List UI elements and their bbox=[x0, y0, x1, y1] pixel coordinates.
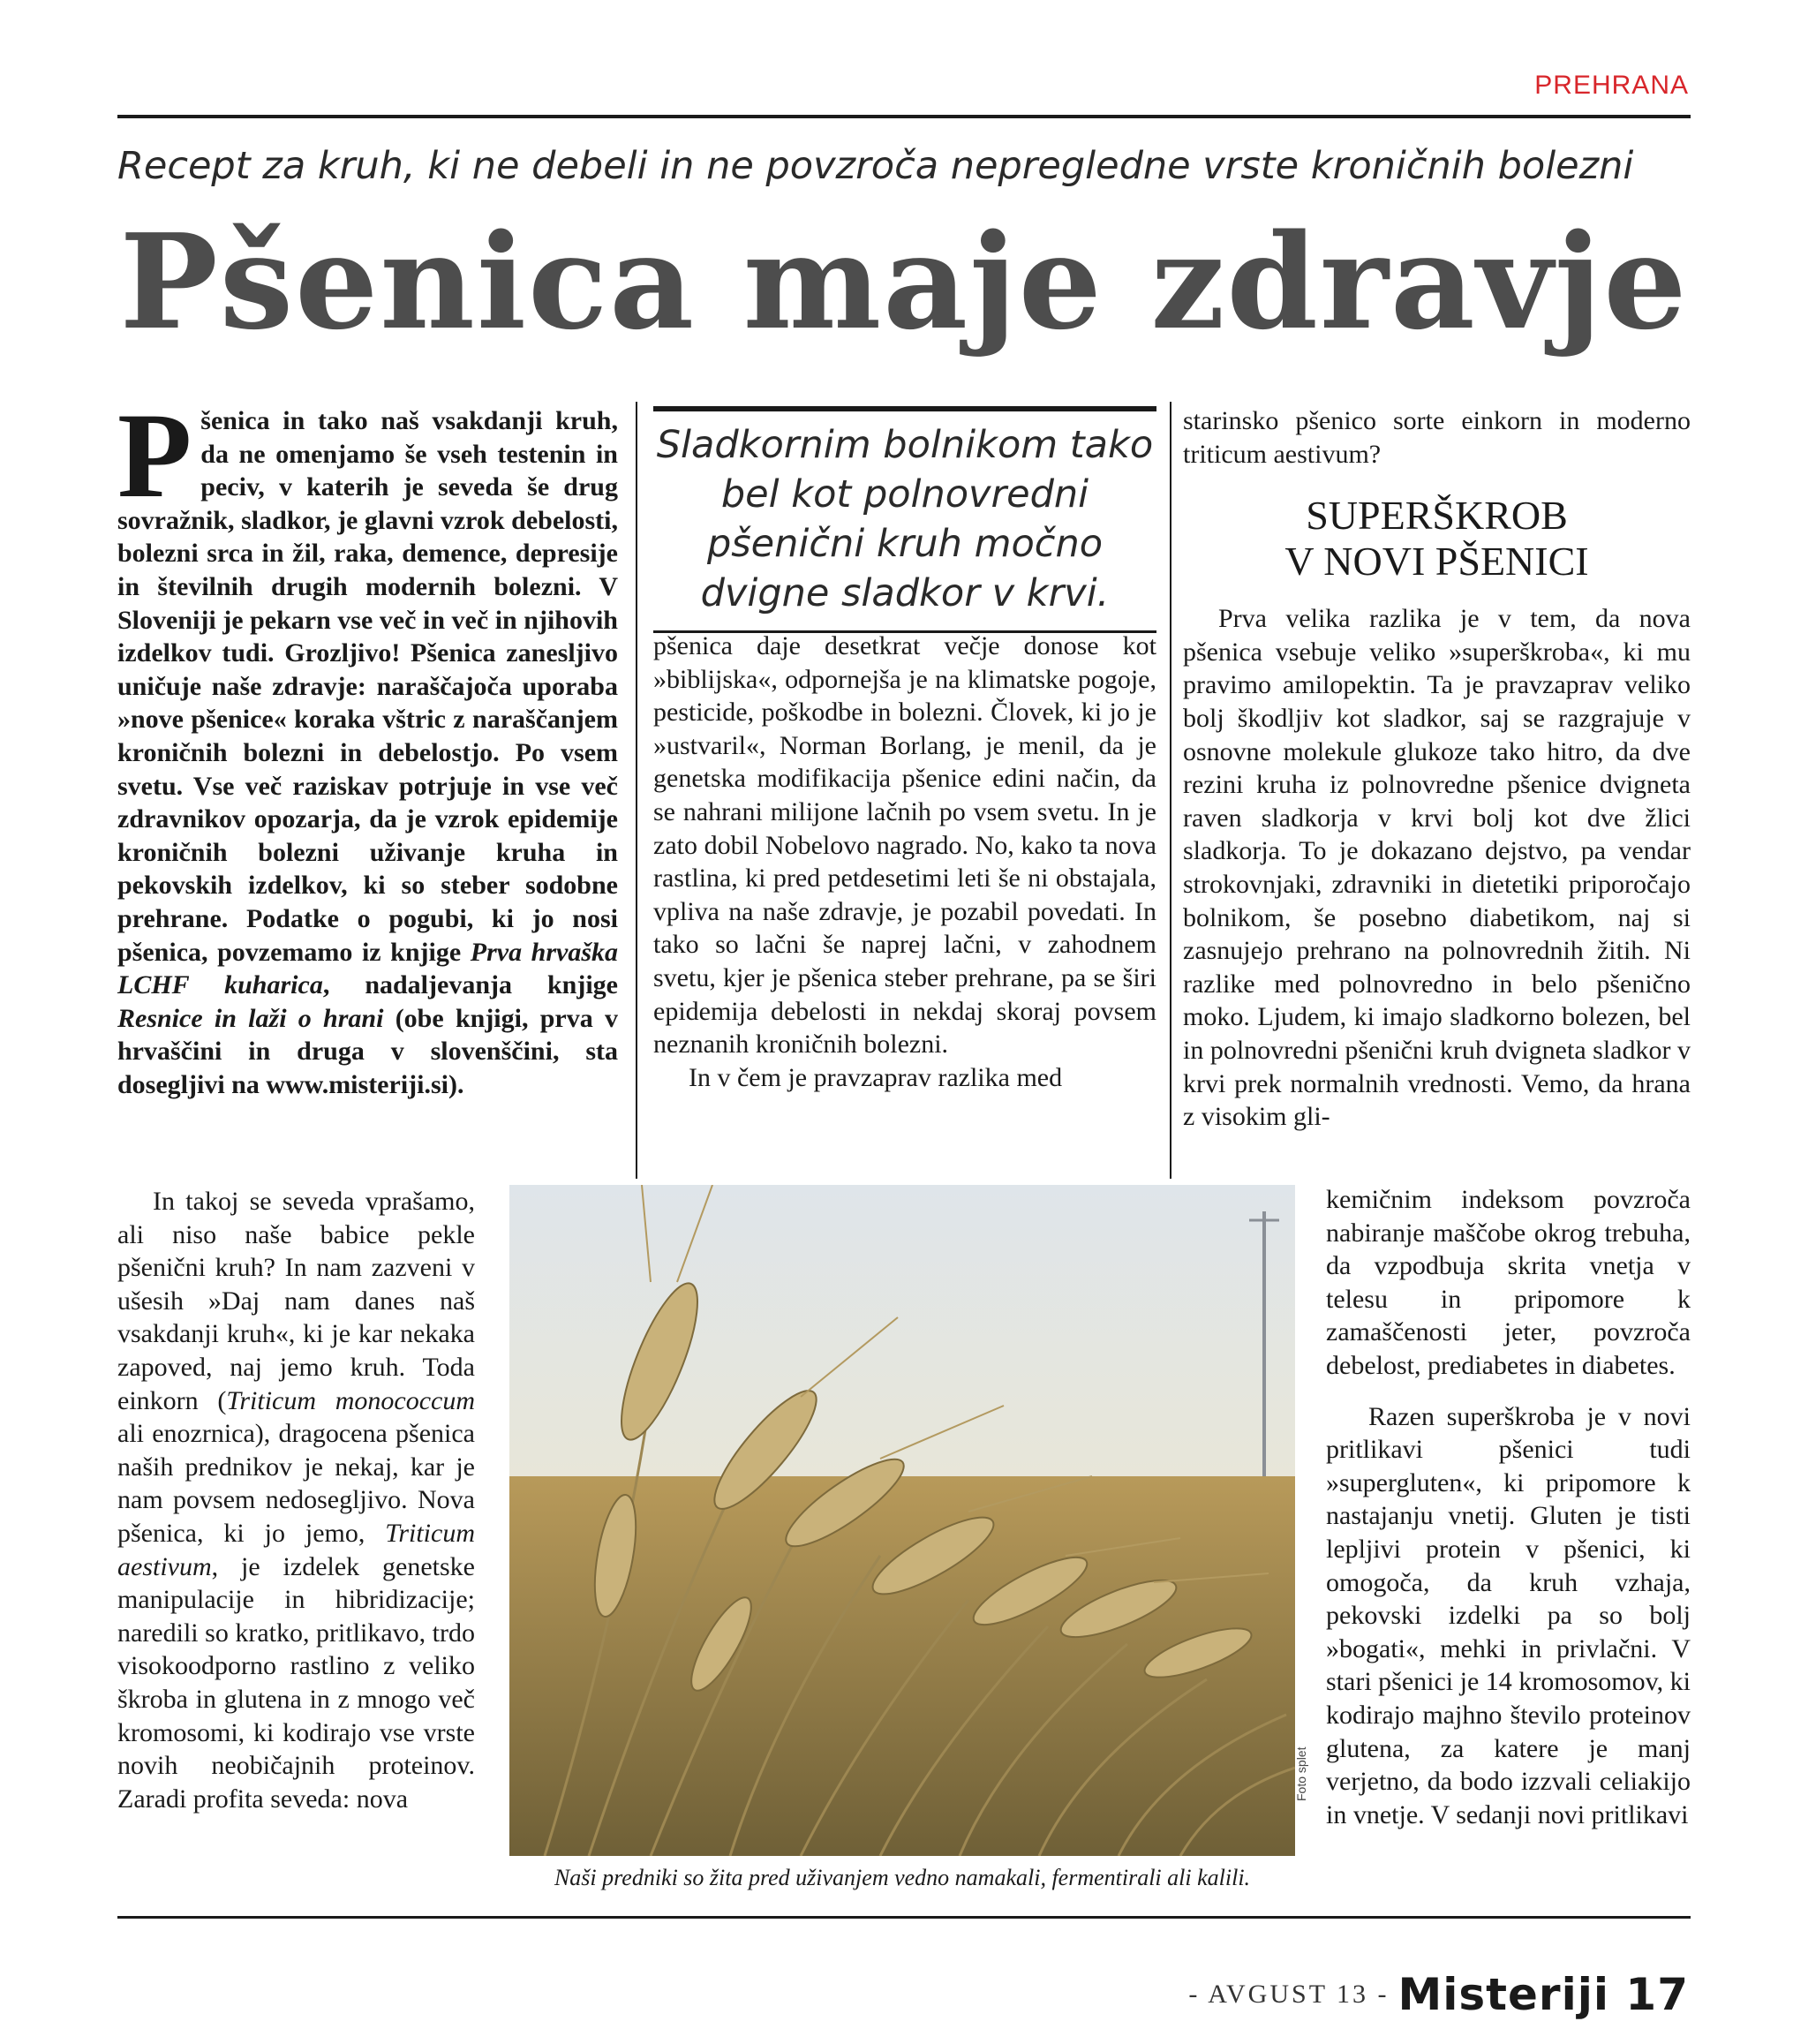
lead-paragraph bbox=[117, 388, 619, 1101]
paragraph: In takoj se seveda vprašamo, ali niso naše babice pekle pšenični kruh? In nam zazveni v ušesih »Daj nam danes naš vsakdanji kruh«, ki je kar nekaka zapoved, naj jemo kruh. Toda einkorn (Triticum monococcum ali enozrnica), dragocena pšenica naših prednikov je nekaj, kar je nam povsem nedosegljivo. Nova pšenica, ki jo jemo, Triticum aestivum, je izdelek genetske manipulacije in hibridizacije; naredili so kratko, pritlikavo, trdo visokoodporno rastlino z veliko škroba in glutena in z mnogo več kromosomi, ki kodirajo vse vrste novih neobičajnih proteinov. Zaradi profita seveda: nova bbox=[117, 1187, 475, 1814]
bottom-rule bbox=[117, 1916, 1691, 1919]
wheat-field-image bbox=[509, 1185, 1295, 1856]
book-title-2: Resnice in laži o hrani bbox=[117, 1003, 384, 1033]
photo-caption: Naši predniki so žita pred uživanjem vedno namakali, fermentirali ali kalili. bbox=[554, 1865, 1251, 1890]
paragraph: pšenica daje desetkrat večje donose kot »biblijska«, odpornejša je na klimatske pogoje, pesticide, poškodbe in bolezni. Človek, ki jo je »ustvaril«, Norman Borlang, je menil, da je genetska modifikacija pšenice edini način, da se nahrani milijone lačnih po vsem svetu. In je zato dobil Nobelovo nagrado. No, kako ta nova rastlina, ki pred petdesetimi leti še ni obstajala, vpliva na naše zdravje, je pozabil povedati. In tako so lačni še naprej lačni, v zahodnem svetu, kjer je pšenica steber prehrane, pa se širi epidemija debelosti in nekdaj skoraj povsem neznanih kroničnih bolezni. bbox=[653, 631, 1156, 1060]
kicker: Recept za kruh, ki ne debeli in ne povzroča nepregledne vrste kroničnih bolezni bbox=[117, 144, 1634, 188]
paragraph: In v čem je pravzaprav razlika med bbox=[689, 1062, 1063, 1092]
column-2-body bbox=[653, 630, 1156, 1094]
drop-cap: P bbox=[117, 388, 192, 523]
headline: Pšenica maje zdravje bbox=[119, 205, 1689, 358]
column-3-body bbox=[1183, 404, 1691, 1134]
lead-text-2: , nadaljevanja knjige bbox=[322, 970, 618, 1000]
issue-date: - AVGUST 13 - bbox=[1188, 1980, 1390, 2009]
folio bbox=[1188, 1969, 1689, 2020]
paragraph: kemičnim indeksom povzroča nabiranje maščobe okrog trebuha, da vzpodbuja skrita vnetja v telesu in pripomore k zamaščenosti jeter, povzroča debelost, prediabetes in diabetes. bbox=[1326, 1185, 1691, 1380]
pull-quote: Sladkornim bolnikom tako bel kot polnovredni pšenični kruh močno dvigne sladkor v krvi. bbox=[653, 406, 1156, 633]
column-divider bbox=[1170, 402, 1171, 1179]
book-title-1: Prva hrvaška LCHF kuharica bbox=[117, 937, 619, 1000]
paragraph: Prva velika razlika je v tem, da nova pšenica vsebuje veliko »superškroba«, ki mu pravimo amilopektin. Ta je pravzaprav veliko bolj škodljiv kot sladkor, saj se razgrajuje v osnovne molekule glukoze tako hitro, da dve rezini kruha iz polnovredne pšenice dvigneta raven sladkorja v krvi bolj kot dve žlici sladkorja. To je dokazano dejstvo, pa vendar strokovnjaki, zdravniki in dietetiki priporočajo bolnikom, še posebno diabetikom, naj si zasnujejo prehrano na polnovrednih žitih. Ni razlike med polnovredno in belo pšenično moko. Ljudem, ki imajo sladkorno bolezen, bel in polnovredni pšenični kruh dvigneta sladkor v krvi prek normalnih vrednosti. Vemo, da hrana z visokim gli- bbox=[1183, 604, 1691, 1132]
column-divider bbox=[636, 402, 637, 1179]
photo-credit: Foto splet bbox=[1294, 1746, 1308, 1801]
magazine-name: Misteriji 17 bbox=[1397, 1969, 1689, 2020]
column-1-body bbox=[117, 1185, 475, 1815]
paragraph: Razen superškroba je v novi pritlikavi pšenici tudi »supergluten«, ki pripomore k nastajanju vnetij. Gluten je tisti lepljivi protein v pšenici, ki omogoča, da kruh vzhaja, pekovski izdelki pa so bolj »bogati«, mehki in privlačni. V stari pšenici je 14 kromosomov, ki kodirajo majhno število proteinov glutena, za katere je manj verjetno, da bodo izzvali celiakijo in vnetje. V sedanji novi pritlikavi bbox=[1326, 1401, 1691, 1829]
paragraph: starinsko pšenico sorte einkorn in moderno triticum aestivum? bbox=[1183, 406, 1691, 469]
column-3-continued bbox=[1326, 1183, 1691, 1831]
subheading: SUPERŠKROB V NOVI PŠENICI bbox=[1284, 493, 1589, 585]
lead-text: šenica in tako naš vsakdanji kruh, da ne omenjamo še vseh testenin in peciv, v katerih je seveda še drug sovražnik, sladkor, je glavni vzrok debelosti, bolezni srca in žil, raka, demence, depresije in številnih drugih modernih bolezni. V Sloveniji je pekarn vse več in več in njihovih izdelkov tudi. Grozljivo! Pšenica zanesljivo uničuje naše zdravje: naraščajoča uporaba »nove pšenice« koraka vštric z naraščanjem kroničnih bolezni in debelostjo. Po vsem svetu. Vse več raziskav potrjuje in vse več zdravnikov opozarja, da je vzrok epidemije kroničnih bolezni uživanje kruha in pekovskih izdelkov, ki so steber sodobne prehrane. Podatke o pogubi, ki jo nosi pšenica, povzemamo iz knjige bbox=[117, 406, 618, 967]
section-label: PREHRANA bbox=[1534, 71, 1689, 100]
lead-text-3: (obe knjigi, prva v hrvaščini in druga v slovenščini, sta dosegljivi na www.misteriji.si). bbox=[117, 1003, 618, 1099]
wheat-photo bbox=[509, 1185, 1295, 1856]
top-rule bbox=[117, 115, 1691, 118]
